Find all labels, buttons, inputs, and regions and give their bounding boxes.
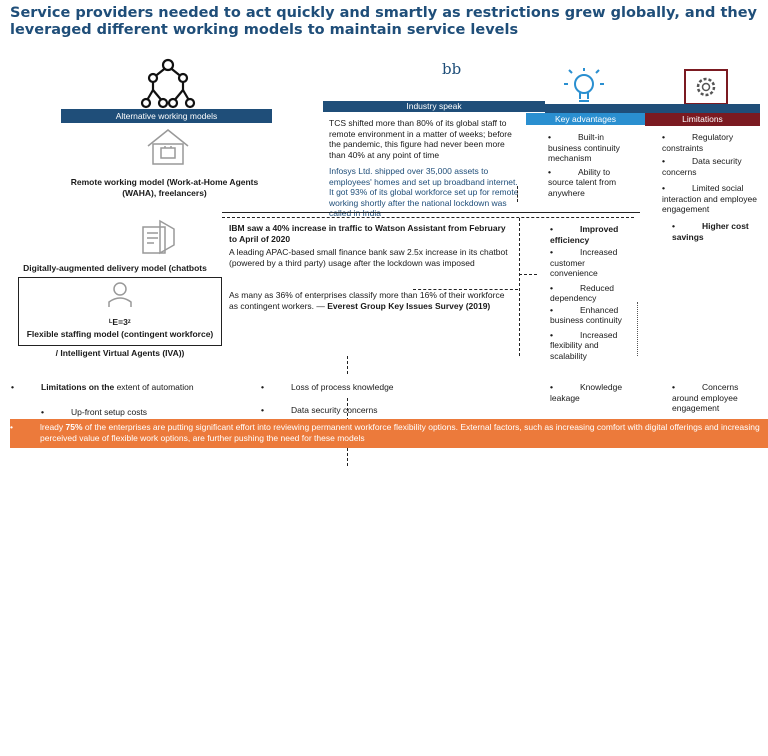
flex-formula: ᴸE=3ᶻ: [109, 317, 131, 327]
advantages-remote: [548, 132, 630, 198]
limitations-remote: [662, 132, 760, 214]
speak-tcs: TCS shifted more than 80% of its global staff to remote environment in a matter of weeks; before the pandemic, this figure had never been more than 40% at any point of time: [329, 118, 512, 160]
advantages-header: Key advantages: [526, 113, 645, 125]
adv-remote-1: • Built-in business continuity mechanism: [548, 132, 630, 164]
speak-divider-right: [519, 274, 537, 275]
speak-everest-source: Everest Group Key Issues Survey (2019): [327, 300, 491, 311]
logo: bb: [442, 60, 462, 78]
banner-lead: lready: [40, 422, 66, 432]
adv-divider: [637, 302, 638, 356]
model-remote: Remote working model (Work-at-Home Agents (WAHA), freelancers): [70, 177, 259, 198]
home-briefcase-icon: [146, 128, 190, 166]
speak-everest: [229, 290, 514, 311]
speak-ibm-text: IBM saw a 40% increase in traffic to Watson Assistant from February to April of 2020: [229, 223, 506, 244]
network-icon: [138, 58, 198, 110]
banner-pct: 75%: [65, 422, 83, 432]
insight-banner: [10, 419, 768, 448]
models-header: Alternative working models: [61, 109, 272, 123]
speak-apac: A leading APAC-based small finance bank saw 2.5x increase in its chatbot (powered by a third party) usage after the lockdown was imposed: [229, 247, 508, 268]
divider: [517, 186, 518, 202]
header-underline: [645, 125, 760, 126]
advantages-digital: [550, 224, 630, 361]
banner-bullet: •: [10, 422, 13, 432]
bottom-col2-b2: • Data security concerns: [261, 405, 461, 416]
bottom-col1-lead: Limitations on the: [41, 382, 115, 392]
lim-digital-lead: • Higher cost savings: [672, 221, 760, 242]
row-separator-dashed: [222, 217, 634, 218]
model-iva: / Intelligent Virtual Agents (IVA)): [55, 348, 185, 358]
header-bar: [545, 104, 760, 113]
center-divider: [347, 356, 348, 374]
lightbulb-icon: [556, 66, 612, 106]
model-digital: Digitally-augmented delivery model (chatbots: [23, 263, 207, 273]
bottom-col2-b1: • Loss of process knowledge: [261, 382, 461, 393]
adv-flex-1: • Enhanced business continuity: [550, 305, 630, 326]
lim-remote-2: • Data security concerns: [662, 156, 760, 177]
bottom-col1: [41, 382, 221, 393]
page-title: Service providers needed to act quickly and smartly as restrictions grew globally, and they leveraged different working models to maintain service levels: [10, 5, 757, 38]
row-separator: [222, 212, 640, 213]
adv-digital-lead: • Improved efficiency: [550, 224, 630, 245]
flex-model-box: [18, 277, 222, 346]
bottom-col4-b1: • Concerns around employee engagement: [672, 382, 760, 414]
limitations-digital: [672, 221, 760, 242]
bottom-col2: [261, 382, 461, 415]
adv-digital-1: • Increased customer convenience: [550, 247, 630, 279]
digital-device-icon: [140, 219, 180, 259]
bottom-col3: [550, 382, 630, 403]
speak-ibm: [229, 223, 514, 244]
speak-header: Industry speak: [323, 101, 545, 112]
vertical-divider: [519, 218, 520, 356]
bottom-col3-b1: • Knowledge leakage: [550, 382, 630, 403]
adv-digital-2: • Reduced dependency: [550, 283, 630, 303]
bottom-col1-rest: extent of automation: [114, 382, 194, 392]
model-flex: Flexible staffing model (contingent workforce): [26, 329, 214, 339]
speak-everest-text: As many as 36% of enterprises classify more than 16% of their workforce as contingent workers. —: [229, 290, 505, 311]
bottom-col1-b2: • Up-front setup costs: [41, 407, 221, 418]
bottom-col1-second: [41, 407, 221, 418]
adv-flex-2: • Increased flexibility and scalability: [550, 330, 630, 362]
bottom-col4: [672, 382, 760, 414]
limitations-header: Limitations: [645, 113, 760, 125]
gear-icon: [683, 68, 729, 106]
person-icon: [107, 280, 133, 308]
bottom-col1-b1: [11, 382, 221, 393]
speak-infosys: Infosys Ltd. shipped over 35,000 assets to employees' homes and set up broadband internet. It got 93% of its global workforce set up for remote working shortly after the national lockdown was called in India: [329, 166, 519, 218]
lim-remote-3: • Limited social interaction and employee engagement: [662, 183, 760, 215]
lim-remote-1: • Regulatory constraints: [662, 132, 760, 153]
adv-remote-2: • Ability to source talent from anywhere: [548, 167, 630, 199]
banner-text: of the enterprises are putting significant effort into reviewing permanent workforce flexibility options. External factors, such as increasing comfort with digital offerings and increasing perceived value of flexible work options, are further pushing the need for these models: [40, 422, 760, 443]
